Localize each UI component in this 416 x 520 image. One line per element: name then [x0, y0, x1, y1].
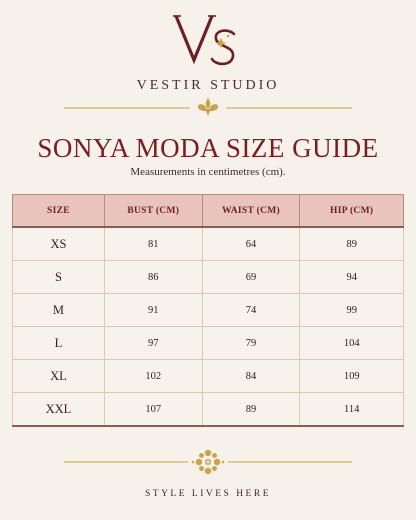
column-header-size: SIZE: [13, 195, 105, 228]
brand-name: VESTIR STUDIO: [136, 78, 280, 93]
size-table-container: [12, 194, 404, 427]
size-cell: M: [13, 294, 105, 327]
hip-cell: 104: [300, 327, 404, 360]
page-title: SONYA MODA SIZE GUIDE: [37, 133, 379, 163]
table-row: [13, 227, 404, 261]
column-header-hip: HIP (CM): [300, 195, 404, 228]
bottom-divider: [0, 448, 416, 476]
hip-cell: 99: [300, 294, 404, 327]
top-divider: [0, 96, 416, 118]
size-cell: XXL: [13, 393, 105, 427]
table-header-row: [13, 195, 404, 228]
waist-cell: 64: [202, 227, 300, 261]
hip-cell: 109: [300, 360, 404, 393]
table-row: [13, 360, 404, 393]
size-cell: L: [13, 327, 105, 360]
table-row: [13, 393, 404, 427]
table-row: [13, 261, 404, 294]
bust-cell: 86: [104, 261, 202, 294]
footer-tagline: STYLE LIVES HERE: [144, 489, 272, 499]
size-cell: S: [13, 261, 105, 294]
waist-cell: 89: [202, 393, 300, 427]
waist-cell: 69: [202, 261, 300, 294]
size-cell: XS: [13, 227, 105, 261]
column-header-waist: WAIST (CM): [202, 195, 300, 228]
page-subtitle: Measurements in centimetres (cm).: [130, 166, 286, 178]
bust-cell: 81: [104, 227, 202, 261]
bust-cell: 97: [104, 327, 202, 360]
column-header-bust: BUST (CM): [104, 195, 202, 228]
bust-cell: 107: [104, 393, 202, 427]
size-table: [12, 194, 404, 427]
table-row: [13, 327, 404, 360]
table-row: [13, 294, 404, 327]
hip-cell: 114: [300, 393, 404, 427]
bust-cell: 91: [104, 294, 202, 327]
waist-cell: 74: [202, 294, 300, 327]
bust-cell: 102: [104, 360, 202, 393]
waist-cell: 84: [202, 360, 300, 393]
waist-cell: 79: [202, 327, 300, 360]
fleur-de-lis-icon: [198, 98, 218, 116]
vs-monogram-logo: [0, 8, 416, 74]
hip-cell: 94: [300, 261, 404, 294]
hip-cell: 89: [300, 227, 404, 261]
size-cell: XL: [13, 360, 105, 393]
